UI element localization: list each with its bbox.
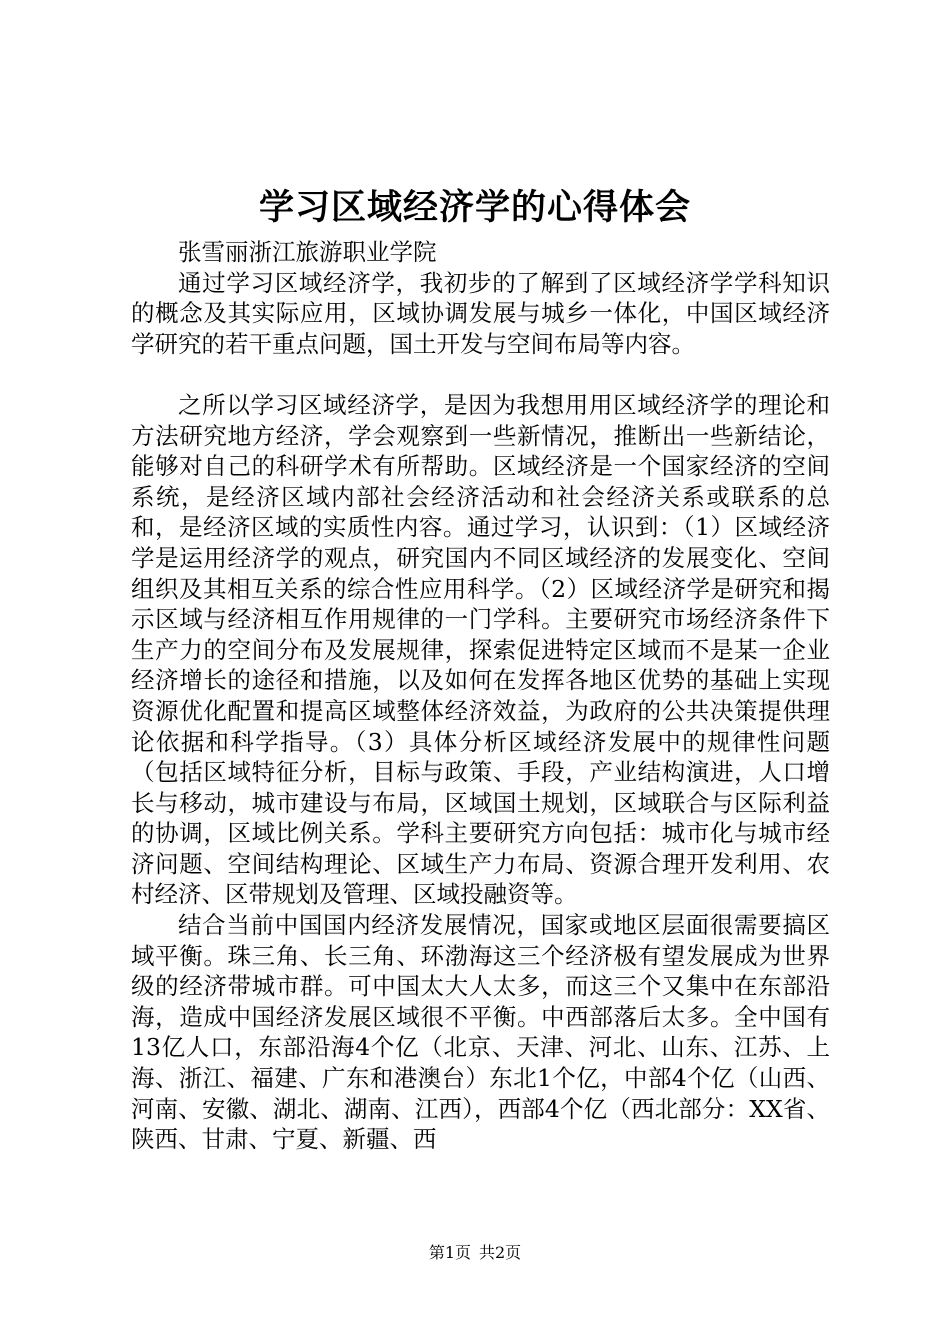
paragraph: 之所以学习区域经济学，是因为我想用用区域经济学的理论和方法研究地方经济，学会观察到一些新情况，推断出一些新结论，能够对自己的科研学术有所帮助。区域经济是一个国家经济的空间系统，是经济区域内部社会经济活动和社会经济关系或联系的总和，是经济区域的实质性内容。通过学习，认识到：（1）区域经济学是运用经济学的观点，研究国内不同区域经济的发展变化、空间组织及其相互关系的综合性应用科学。（2）区域经济学是研究和揭示区域与经济相互作用规律的一门学科。主要研究市场经济条件下生产力的空间分布及发展规律，探索促进特定区域而不是某一企业经济增长的途径和措施，以及如何在发挥各地区优势的基础上实现资源优化配置和提高区域整体经济效益，为政府的公共决策提供理论依据和科学指导。（3）具体分析区域经济发展中的规律性问题（包括区域特征分析，目标与政策、手段，产业结构演进，人口增长与移动，城市建设与布局，区域国土规划，区域联合与区际利益的协调，区域比例关系。学科主要研究方向包括：城市化与城市经济问题、空间结构理论、区域生产力布局、资源合理开发利用、农村经济、区带规划及管理、区域投融资等。 [131,390,830,909]
paragraph: 结合当前中国国内经济发展情况，国家或地区层面很需要搞区域平衡。珠三角、长三角、环渤海这三个经济极有望发展成为世界级的经济带城市群。可中国太大人太多，而这三个又集中在东部沿海，造成中国经济发展区域很不平衡。中西部落后太多。全中国有13亿人口，东部沿海4个亿（北京、天津、河北、山东、江苏、上海、浙江、福建、广东和港澳台）东北1个亿，中部4个亿（山西、河南、安徽、湖北、湖南、江西），西部4个亿（西北部分：XX省、陕西、甘肃、宁夏、新疆、西 [131,911,830,1154]
author-line: 张雪丽浙江旅游职业学院 [178,238,437,266]
page-number: 第1页 [428,1243,471,1262]
document-title: 学习区域经济学的心得体会 [258,188,691,228]
page-total: 共2页 [479,1243,522,1262]
document-body [131,237,830,1155]
paragraph: 通过学习区域经济学，我初步的了解到了区域经济学学科知识的概念及其实际应用，区域协调发展与城乡一体化，中国区域经济学研究的若干重点问题，国土开发与空间布局等内容。 [131,268,830,358]
page-footer [0,1242,950,1264]
